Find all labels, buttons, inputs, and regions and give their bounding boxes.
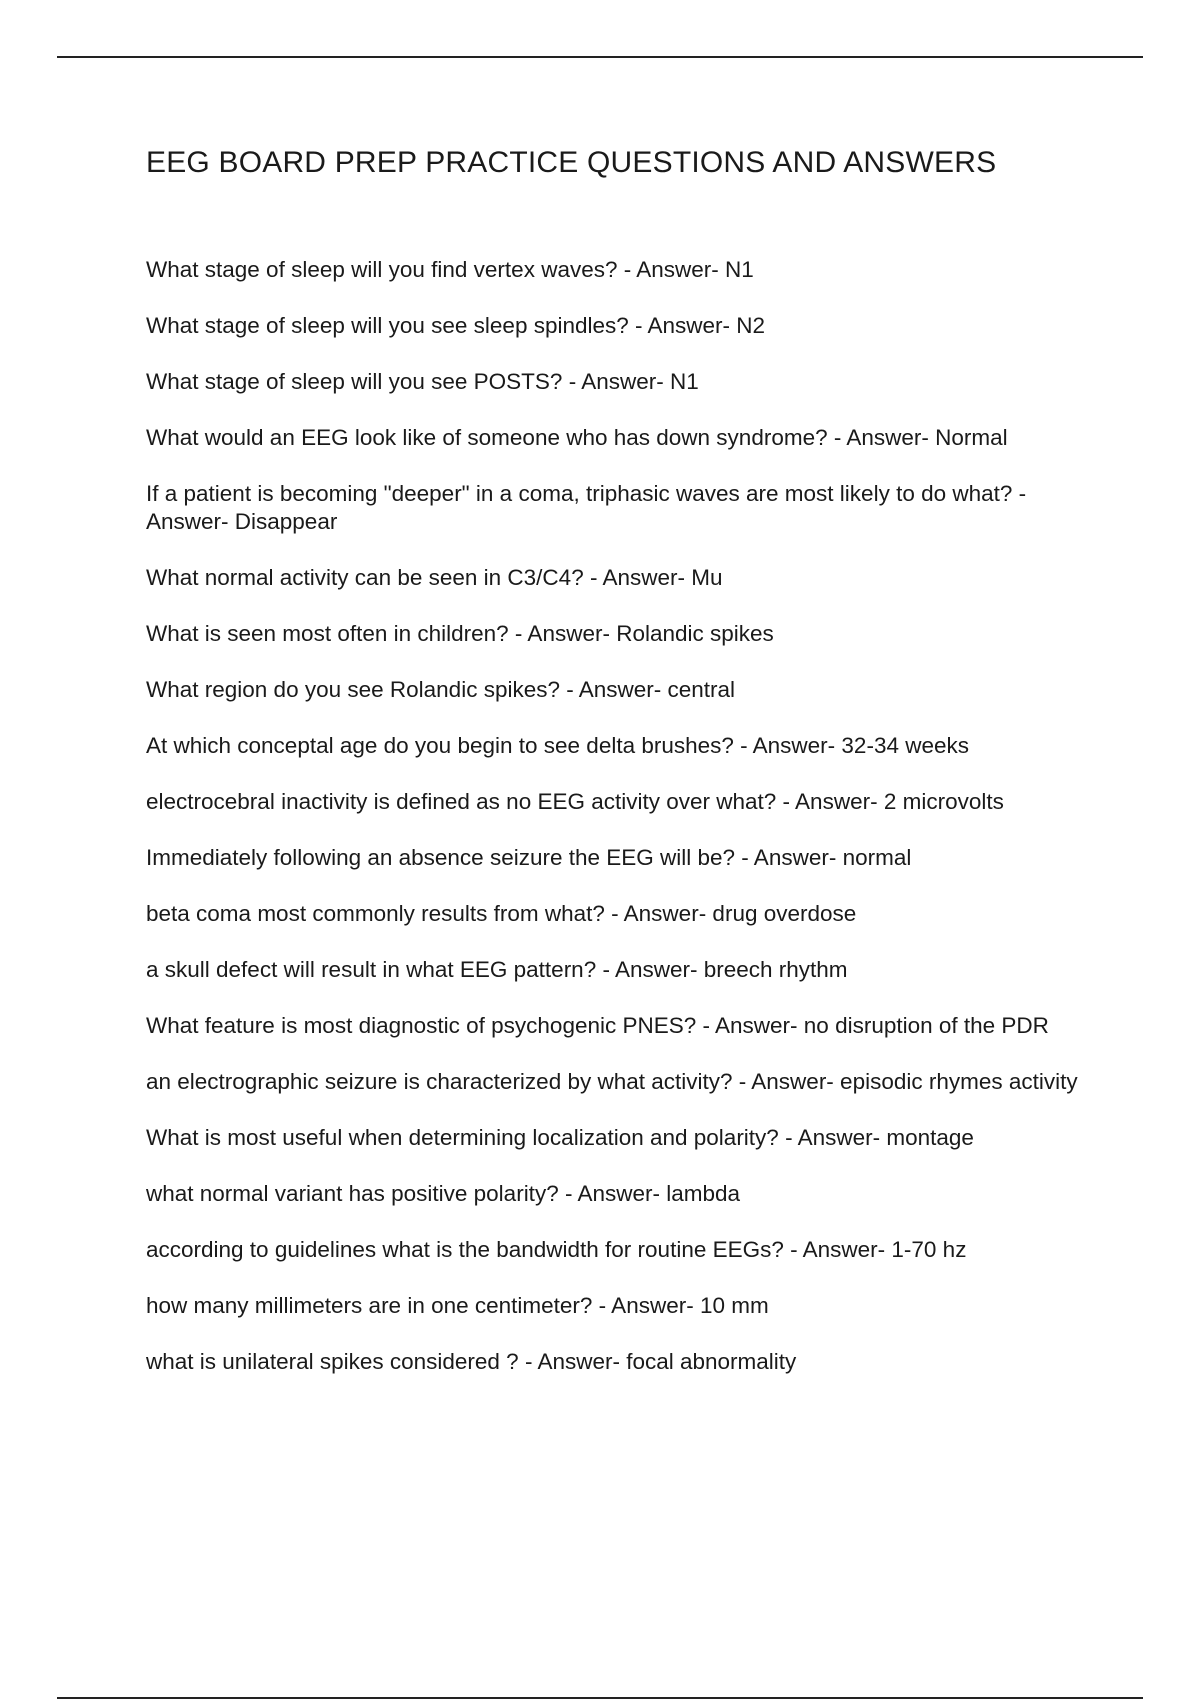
- qa-item: If a patient is becoming "deeper" in a coma, triphasic waves are most likely to do what? - Answer- Disappear: [146, 481, 1027, 534]
- qa-item: beta coma most commonly results from what? - Answer- drug overdose: [146, 901, 857, 926]
- qa-item: what is unilateral spikes considered ? - Answer- focal abnormality: [146, 1349, 797, 1374]
- qa-item: What is seen most often in children? - Answer- Rolandic spikes: [146, 621, 774, 646]
- qa-item: What feature is most diagnostic of psychogenic PNES? - Answer- no disruption of the PDR: [146, 1013, 1049, 1038]
- qa-item: according to guidelines what is the bandwidth for routine EEGs? - Answer- 1-70 hz: [146, 1237, 967, 1262]
- page-title: EEG BOARD PREP PRACTICE QUESTIONS AND ANSWERS: [146, 146, 997, 179]
- qa-item: a skull defect will result in what EEG pattern? - Answer- breech rhythm: [146, 957, 848, 982]
- qa-item: Immediately following an absence seizure the EEG will be? - Answer- normal: [146, 845, 912, 870]
- qa-item: what normal variant has positive polarity? - Answer- lambda: [146, 1181, 741, 1206]
- question-answer-list: [146, 256, 1081, 1404]
- top-rule: [57, 56, 1143, 58]
- qa-item: At which conceptal age do you begin to see delta brushes? - Answer- 32-34 weeks: [146, 733, 969, 758]
- qa-item: electrocebral inactivity is defined as no EEG activity over what? - Answer- 2 microvolts: [146, 789, 1004, 814]
- bottom-rule: [57, 1697, 1143, 1699]
- qa-item: What would an EEG look like of someone who has down syndrome? - Answer- Normal: [146, 425, 1008, 450]
- qa-item: What region do you see Rolandic spikes? - Answer- central: [146, 677, 736, 702]
- qa-item: how many millimeters are in one centimeter? - Answer- 10 mm: [146, 1293, 769, 1318]
- qa-item: What stage of sleep will you see sleep spindles? - Answer- N2: [146, 313, 766, 338]
- qa-item: What is most useful when determining localization and polarity? - Answer- montage: [146, 1125, 974, 1150]
- qa-item: an electrographic seizure is characterized by what activity? - Answer- episodic rhymes activity: [146, 1069, 1078, 1094]
- qa-item: What stage of sleep will you see POSTS? - Answer- N1: [146, 369, 699, 394]
- qa-item: What stage of sleep will you find vertex waves? - Answer- N1: [146, 257, 754, 282]
- qa-item: What normal activity can be seen in C3/C4? - Answer- Mu: [146, 565, 723, 590]
